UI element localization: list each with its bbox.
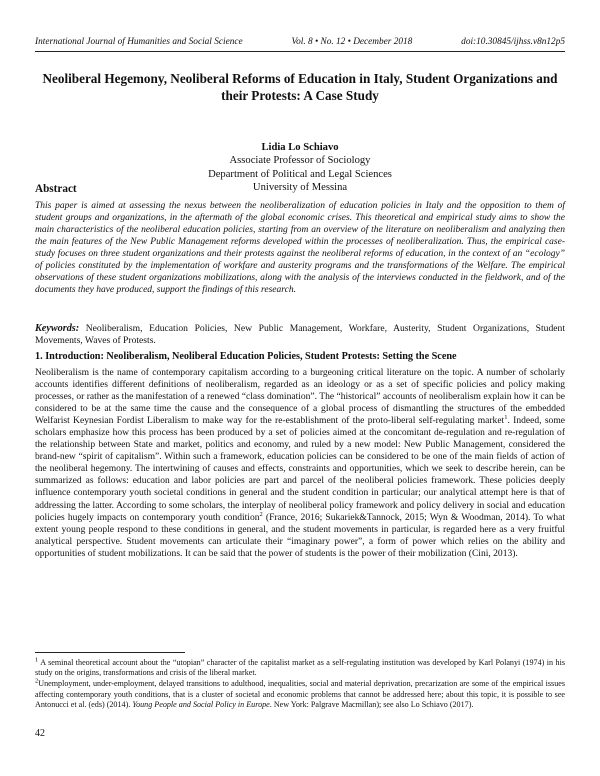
footnote-2 [35, 679, 565, 710]
footnote-2-text: Unemployment, under-employment, delayed transitions to adulthood, inequalities, social and material deprivation, precarization are some of the empirical issues affecting contemporary youth conditions, that is a cluster of societal and economic problems that cannot be addressed here; about this topic, it is possible to see Antonucci et al. (eds) (2014). [35, 679, 565, 709]
issue-info: Vol. 8 • No. 12 • December 2018 [291, 37, 413, 47]
abstract-text: This paper is aimed at assessing the nexus between the neoliberalization of education policies in Italy and the opposition to them of student groups and organizations, in the aftermath of the global economic crises. This theoretical and empirical study aims to show the main characteristics of the neoliberal education policies, starting from an overview of the literature on neoliberalism and analyzing then the main features of the New Public Management reforms developed within the processes of neoliberalization. Thus, the empirical case-study focuses on three student organizations and their protests against the neoliberal reforms of education, in the context of an “ecology” of policies constituted by the implementation of workfare and austerity programs and the transformations of the Welfare. The empirical observations of these student organizations mobilizations, along with the analysis of the interviews conducted in the fieldwork, and of the documents they have produced, support the findings of this research. [35, 201, 565, 295]
footnote-1 [35, 658, 565, 678]
keywords [35, 323, 565, 347]
keywords-text: Neoliberalism, Education Policies, New Public Management, Workfare, Austerity, Student Organizations, Student Movements, Waves of Protests. [35, 323, 565, 346]
footnote-2-book-title: Young People and Social Policy in Europe [132, 699, 270, 709]
abstract-heading: Abstract [35, 183, 77, 195]
footnote-1-text: A seminal theoretical account about the “utopian” character of the capitalist market as a self-regulating institution was developed by Karl Polanyi (1974) in his study on the origins, transformations and crisis of the liberal market. [35, 658, 565, 678]
doi: doi:10.30845/ijhss.v8n12p5 [461, 37, 565, 47]
introduction-paragraph [35, 367, 565, 560]
header-rule [35, 51, 565, 52]
paragraph-part-2: . Indeed, some scholars emphasize how this process has been produced by a set of policies aimed at the concomitant de-regulation and re-regulation of the relationship between State and market, politics and economy, and ruled by a new model: New Public Management, considered the brand-new “spirit of capitalism”. Within such a framework, education policies can be considered to be one of the main fields of action of the neoliberal hegemony. The intertwining of causes and effects, constraints and opportunities, which we seek to describe herein, can be summarized as follows: education and labor policies are part and parcel of the neoliberal policies framework. These policies deeply influence contemporary youth societal conditions in general and the student condition in particular; our analytical attempt here is that of addressing the latter. According to some scholars, the interplay of neoliberal policy framework and policy delivery in social and education policies hugely impacts on contemporary youth condition [35, 415, 565, 523]
footnote-rule [35, 652, 185, 653]
footnote-ref-1[interactable]: 1 [504, 414, 508, 422]
paragraph-part-1: Neoliberalism is the name of contemporary capitalism according to a burgeoning critical literature on the topic. A number of scholarly accounts identifies different definitions of neoliberalism, regarded as an ideology or as a set of specific policies and policy making processes, or rather as the manifestation of a renewed “class domination”. The “historical” accounts of neoliberalism explain how it can be considered to be at the same time the cause and the consequence of a global process of dismantling the structures of the embedded Welfarist Keynesian Fordist Liberalism to make way for the re-establishment of the proto-liberal self-regulating market [35, 367, 566, 427]
footnote-1-mark: 1 [35, 656, 39, 664]
section-heading: 1. Introduction: Neoliberalism, Neoliberal Education Policies, Student Protests: Setting the Scene [35, 351, 457, 362]
paragraph-part-3: (France, 2016; Sukariek&Tannock, 2015; Wyn & Woodman, 2014). To what extent young people respond to these conditions in general, and the student movements in particular, is regarded here as a very fruitful analytical perspective. Student movements can articulate their “imaginary power”, a form of power which relies on the ability and opportunities of student mobilizations. It can be said that the power of students is the power of their mobilization (Cini, 2013). [35, 511, 565, 559]
page-number: 42 [35, 728, 45, 739]
footnote-2-end: . New York: Palgrave Macmillan); see also Lo Schiavo (2017). [269, 699, 474, 709]
author-department: Department of Political and Legal Sciences [208, 168, 392, 180]
author-name: Lidia Lo Schiavo [261, 142, 339, 153]
footnote-ref-2[interactable]: 2 [259, 510, 263, 518]
author-university: University of Messina [252, 182, 348, 194]
footnote-2-mark: 2 [35, 677, 39, 685]
author-position: Associate Professor of Sociology [229, 155, 371, 167]
footnotes [35, 658, 565, 711]
author-block [40, 141, 560, 195]
running-header [35, 37, 565, 49]
paper-title: Neoliberal Hegemony, Neoliberal Reforms of Education in Italy, Student Organizations and their Protests: A Case Study [42, 71, 558, 103]
keywords-label: Keywords: [35, 323, 80, 334]
journal-name: International Journal of Humanities and Social Science [35, 37, 243, 47]
